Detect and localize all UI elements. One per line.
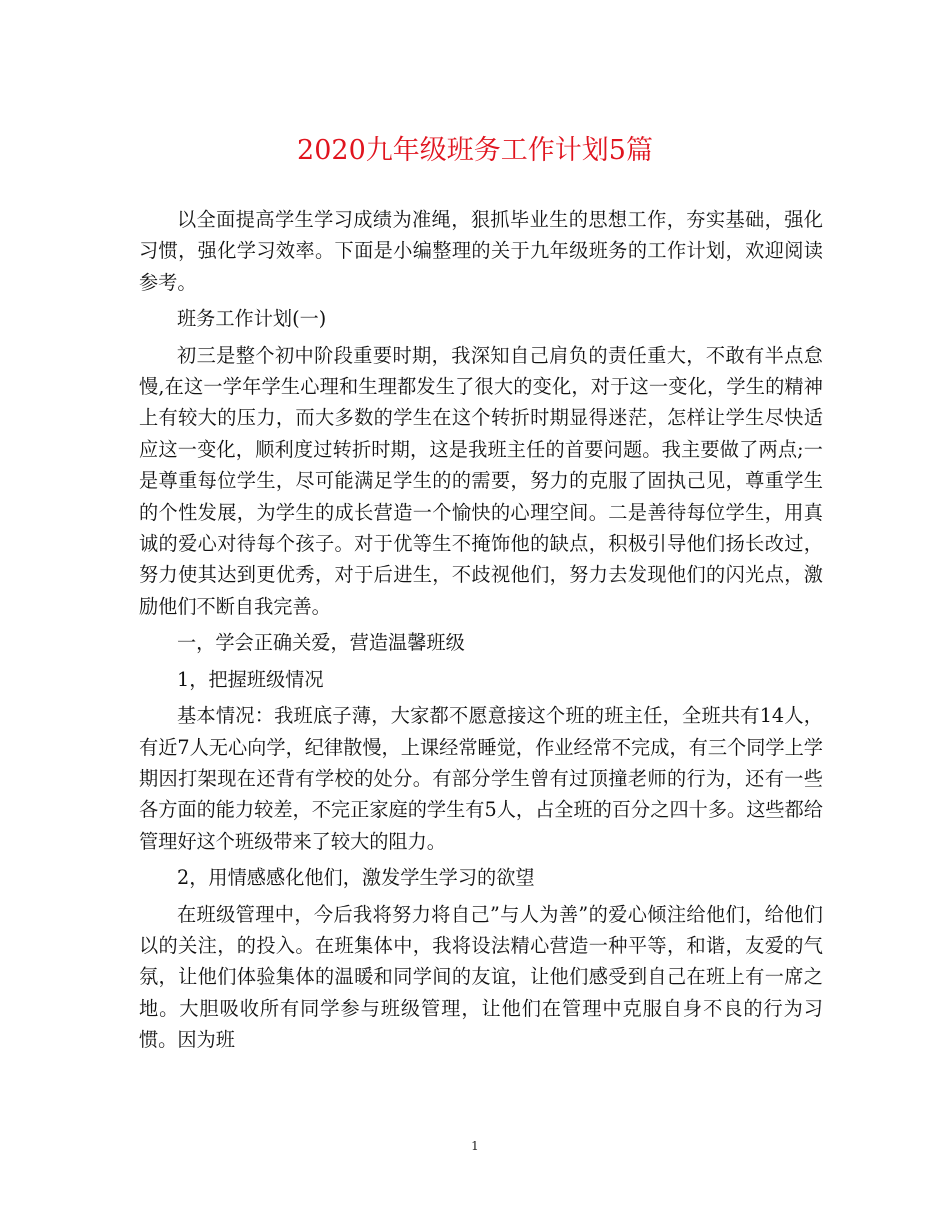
section-heading-care: 一，学会正确关爱，营造温馨班级 <box>177 631 465 655</box>
document-title: 2020九年级班务工作计划5篇 <box>297 135 653 166</box>
intro-paragraph: 以全面提高学生学习成绩为准绳，狠抓毕业生的思想工作，夯实基础，强化习惯，强化学习效率。下面是小编整理的关于九年级班务的工作计划，欢迎阅读参考。 <box>139 208 823 294</box>
body-paragraph: 初三是整个初中阶段重要时期，我深知自己肩负的责任重大，不敢有半点怠慢,在这一学年学生心理和生理都发生了很大的变化，对于这一变化，学生的精神上有较大的压力，而大多数的学生在这个转折时期显得迷茫，怎样让学生尽快适应这一变化，顺利度过转折时期，这是我班主任的首要问题。我主要做了两点;一是尊重每位学生，尽可能满足学生的的需要，努力的克服了固执己见，尊重学生的个性发展，为学生的成长营造一个愉快的心理空间。二是善待每位学生，用真诚的爱心对待每个孩子。对于优等生不掩饰他的缺点，积极引导他们扬长改过，努力使其达到更优秀，对于后进生，不歧视他们，努力去发现他们的闪光点，激励他们不断自我完善。 <box>139 343 823 618</box>
page-number: 1 <box>471 1139 479 1153</box>
subheading-class-situation: 1，把握班级情况 <box>177 667 324 691</box>
body-paragraph: 基本情况：我班底子薄，大家都不愿意接这个班的班主任，全班共有14人，有近7人无心向学，纪律散慢，上课经常睡觉，作业经常不完成，有三个同学上学期因打架现在还背有学校的处分。有部分学生曾有过顶撞老师的行为，还有一些各方面的能力较差，不完正家庭的学生有5人，占全班的百分之四十多。这些都给管理好这个班级带来了较大的阻力。 <box>139 704 823 853</box>
body-paragraph: 在班级管理中，今后我将努力将自己”与人为善”的爱心倾注给他们，给他们以的关注，的投入。在班集体中，我将设法精心营造一种平等，和谐，友爱的气氛，让他们体验集体的温暖和同学间的友谊，让他们感受到自己在班上有一席之地。大胆吸收所有同学参与班级管理，让他们在管理中克服自身不良的行为习惯。因为班 <box>139 902 823 1052</box>
document-body <box>139 204 823 1061</box>
subheading-emotion: 2，用情感感化他们，激发学生学习的欲望 <box>177 866 535 890</box>
section-heading-plan-one: 班务工作计划(一) <box>177 307 327 331</box>
